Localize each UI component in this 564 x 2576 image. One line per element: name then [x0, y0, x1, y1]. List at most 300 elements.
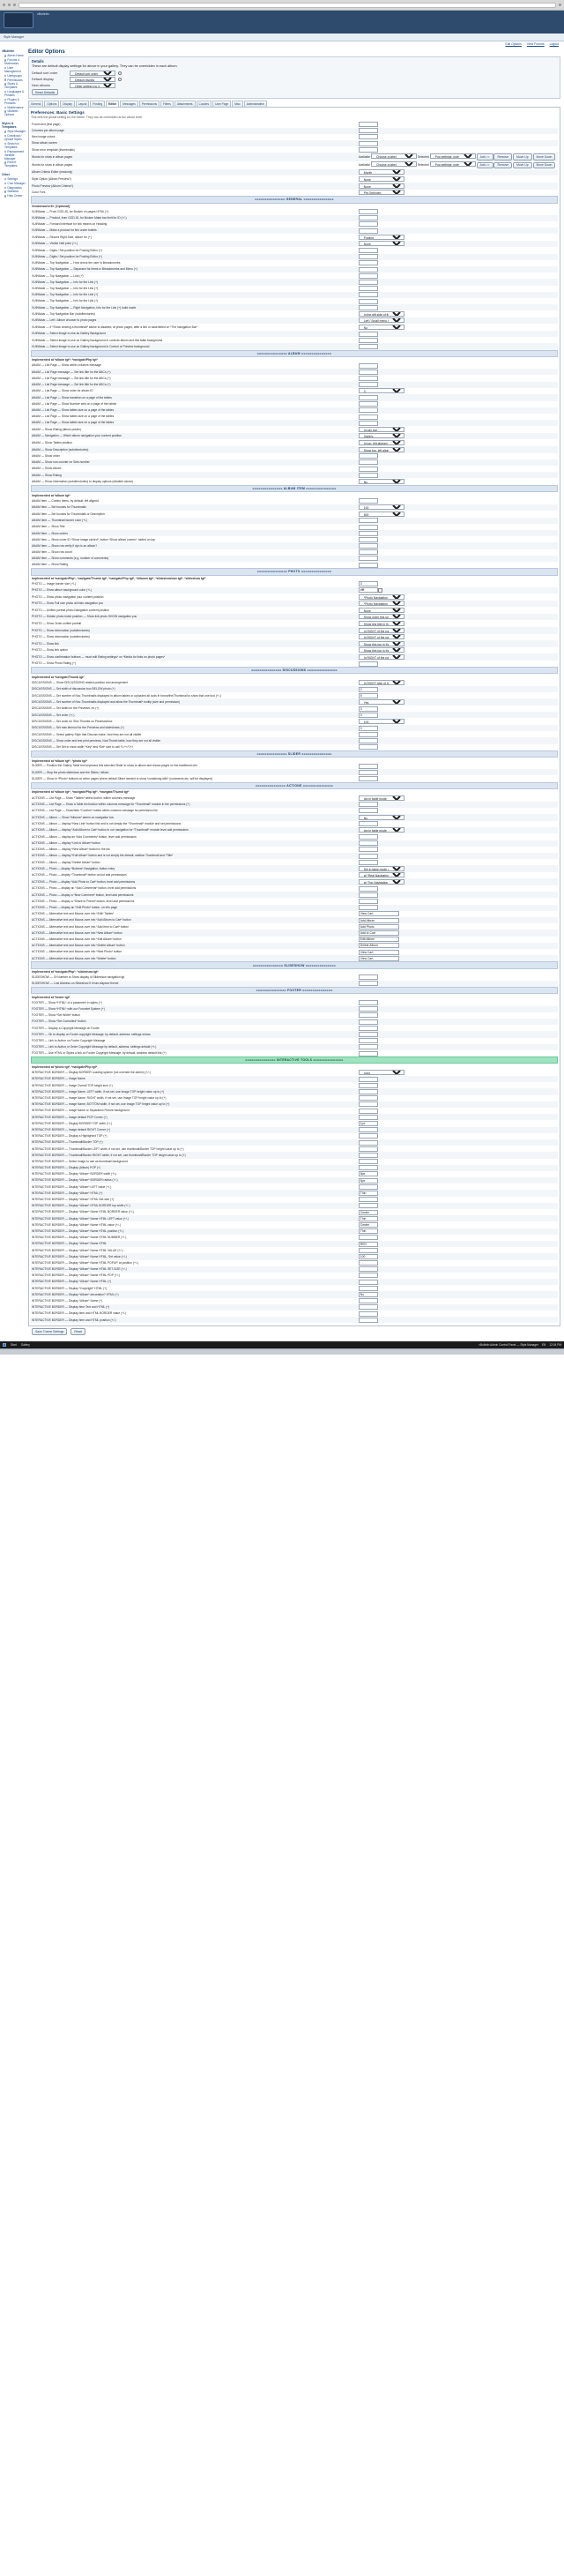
- tab-user-page[interactable]: User Page: [212, 101, 231, 107]
- setting-input[interactable]: [359, 221, 378, 227]
- setting-input[interactable]: [359, 738, 378, 743]
- setting-select[interactable]: [359, 680, 404, 685]
- setting-label: VUINfobar — Top Navigation — How check the user in Breadcrumbs: [32, 261, 121, 265]
- setting-input[interactable]: [359, 459, 378, 465]
- setting-label: VUINfobar — Left / Album chooser to photo pages: [31, 317, 358, 325]
- setting-input[interactable]: [359, 1273, 378, 1278]
- setting-row: [31, 898, 558, 904]
- tab-permissions[interactable]: Permissions: [139, 101, 160, 107]
- setting-input[interactable]: [359, 209, 378, 214]
- util-link-1[interactable]: View Forums: [526, 42, 545, 46]
- setting-input[interactable]: [359, 950, 399, 955]
- setting-input[interactable]: [359, 467, 378, 472]
- url-input[interactable]: [19, 3, 556, 8]
- setting-select[interactable]: [359, 815, 404, 820]
- setting-select[interactable]: [359, 511, 404, 517]
- tab-options[interactable]: Options: [44, 101, 59, 107]
- tab-cookies[interactable]: Cookies: [197, 101, 212, 107]
- dual-list-button[interactable]: Move Down: [533, 162, 556, 169]
- setting-input[interactable]: [359, 930, 399, 936]
- setting-input[interactable]: [359, 687, 378, 692]
- sidebar-item-help-center[interactable]: [2, 194, 26, 198]
- setting-input[interactable]: [359, 1260, 378, 1266]
- color-swatch[interactable]: [378, 588, 382, 593]
- setting-row: [31, 254, 558, 260]
- dual-list-button[interactable]: Move Up: [513, 162, 532, 169]
- setting-input[interactable]: [359, 1165, 378, 1170]
- sidebar-item-style-manager[interactable]: [2, 130, 26, 134]
- setting-value-cell: [358, 1241, 558, 1247]
- setting-select[interactable]: [359, 235, 404, 240]
- setting-input[interactable]: [359, 1019, 378, 1025]
- setting-input[interactable]: [359, 802, 378, 807]
- sidebar-item-user-management[interactable]: [2, 66, 26, 74]
- setting-label: Photo Preview (Album Criteria?): [31, 183, 358, 190]
- setting-value-cell: [358, 260, 558, 266]
- tab-attachments[interactable]: Attachments: [174, 101, 196, 107]
- reset-defaults-button[interactable]: Reset Defaults: [32, 89, 58, 95]
- default-sort-order-select[interactable]: [70, 71, 115, 76]
- setting-input[interactable]: [359, 1210, 378, 1215]
- setting-row: [31, 1076, 558, 1082]
- setting-input[interactable]: [359, 556, 378, 561]
- tab-filters[interactable]: Filters: [160, 101, 174, 107]
- setting-label: ACTIONS — Album — display *Add Album to Cart* button in our navigation for *Thumbnail* module level add permissions: [31, 827, 358, 834]
- setting-select[interactable]: [359, 169, 404, 175]
- setting-input[interactable]: [359, 770, 378, 775]
- taskbar-item-1[interactable]: Gallery: [20, 1342, 30, 1347]
- setting-input[interactable]: [359, 1171, 378, 1176]
- setting-input[interactable]: [359, 1292, 378, 1297]
- setting-input[interactable]: [359, 943, 399, 948]
- sidebar-item-replacement-variable-manager[interactable]: [2, 149, 26, 161]
- setting-value-cell: [358, 1076, 558, 1082]
- sidebar-item-diagnostics[interactable]: [2, 185, 26, 190]
- setting-select[interactable]: [359, 719, 404, 724]
- setting-input[interactable]: [359, 332, 378, 337]
- setting-input[interactable]: [359, 421, 378, 426]
- setting-input[interactable]: [359, 1178, 378, 1183]
- setting-row: [31, 542, 558, 549]
- setting-select[interactable]: [359, 872, 404, 877]
- setting-select[interactable]: [359, 634, 404, 639]
- setting-input[interactable]: [359, 706, 378, 712]
- setting-input[interactable]: [359, 1298, 378, 1303]
- setting-row: [31, 692, 558, 698]
- start-icon[interactable]: [3, 1343, 6, 1347]
- setting-row: [31, 504, 558, 511]
- setting-select[interactable]: [359, 183, 404, 189]
- setting-input[interactable]: [359, 1133, 378, 1139]
- setting-input[interactable]: [359, 776, 378, 781]
- setting-select[interactable]: [359, 699, 404, 705]
- setting-input[interactable]: [359, 1051, 378, 1057]
- sidebar-item-plugins-products[interactable]: [2, 97, 26, 105]
- setting-label: AlbUM Item — Set bounds for Thumbnails or Description: [32, 511, 105, 516]
- settings-panel: [28, 107, 560, 1326]
- setting-row: [31, 1127, 558, 1133]
- setting-input[interactable]: [359, 587, 378, 593]
- setting-input[interactable]: [359, 518, 378, 523]
- setting-input[interactable]: [359, 1153, 378, 1158]
- setting-input[interactable]: [359, 134, 378, 139]
- sidebar-item-download-upload-styles[interactable]: [2, 134, 26, 142]
- setting-value-cell: [358, 1025, 558, 1031]
- setting-select[interactable]: [359, 601, 404, 606]
- setting-row: [31, 221, 558, 228]
- setting-input[interactable]: [359, 273, 378, 279]
- setting-input[interactable]: [359, 1146, 378, 1152]
- setting-row: [31, 382, 558, 388]
- setting-select[interactable]: [359, 795, 404, 801]
- available-list[interactable]: [371, 161, 417, 167]
- sidebar-item-forums-moderators[interactable]: [2, 58, 26, 66]
- setting-input[interactable]: [359, 1140, 378, 1146]
- setting-input[interactable]: [359, 1127, 378, 1132]
- setting-label: Style Option (Album Preview?): [32, 176, 71, 181]
- setting-input[interactable]: [359, 141, 378, 146]
- setting-input[interactable]: [359, 937, 399, 942]
- setting-input[interactable]: [359, 1000, 378, 1005]
- setting-label: INTERACTIVE BORDER — Display (Album) POP (+): [31, 1165, 358, 1171]
- setting-select[interactable]: [359, 433, 404, 438]
- setting-input[interactable]: [359, 1006, 378, 1012]
- group-section-label: Implemented at *album tgt*, *navigate/Php tgt*, *navigate/Thumb tgt*: [32, 790, 130, 795]
- setting-input[interactable]: [359, 370, 378, 375]
- setting-input[interactable]: [359, 1095, 378, 1101]
- setting-input[interactable]: [359, 1311, 378, 1317]
- tab-misc[interactable]: Misc: [232, 101, 243, 107]
- setting-input[interactable]: [359, 122, 378, 127]
- tab-display[interactable]: Display: [60, 101, 74, 107]
- sidebar-item-vbulletin-options[interactable]: [2, 109, 26, 117]
- setting-label: INTERACTIVE BORDER — Select Image to use as thumbnail background: [32, 1159, 128, 1163]
- setting-input[interactable]: [359, 254, 378, 259]
- setting-input[interactable]: [359, 1197, 378, 1202]
- new-albums-select[interactable]: [70, 83, 115, 88]
- setting-select[interactable]: [359, 311, 404, 317]
- setting-input[interactable]: [359, 1248, 378, 1253]
- group-banner-discussions: =============== DISCUSSIONS ===============: [31, 667, 558, 674]
- setting-select[interactable]: [359, 827, 404, 833]
- setting-input[interactable]: [359, 764, 378, 769]
- setting-input[interactable]: [359, 1159, 378, 1164]
- setting-input[interactable]: [359, 1077, 378, 1082]
- tab-layout[interactable]: Layout: [76, 101, 90, 107]
- setting-input[interactable]: [359, 1115, 378, 1120]
- dual-list-button[interactable]: Remove: [494, 162, 512, 169]
- setting-input[interactable]: [359, 886, 378, 892]
- setting-input[interactable]: [359, 924, 399, 930]
- setting-value-cell: [358, 426, 558, 433]
- save-theme-settings-button[interactable]: Save Theme Settings: [32, 1328, 67, 1334]
- setting-input[interactable]: [359, 344, 378, 349]
- setting-input[interactable]: [359, 338, 378, 343]
- setting-input[interactable]: [359, 847, 378, 852]
- setting-label: INTERACTIVE BORDER — Display BORDER TOP width (+/-): [32, 1121, 112, 1125]
- setting-input[interactable]: [359, 1038, 378, 1043]
- setting-select[interactable]: [359, 388, 404, 393]
- dual-list-button[interactable]: Add >>: [477, 162, 494, 169]
- setting-input[interactable]: [359, 981, 378, 986]
- setting-value-cell: [358, 865, 558, 872]
- sidebar-item-styles-templates[interactable]: [2, 82, 26, 90]
- setting-input[interactable]: [359, 1304, 378, 1310]
- setting-select[interactable]: [359, 641, 404, 646]
- setting-input[interactable]: [359, 382, 378, 387]
- setting-value-cell: [358, 981, 558, 987]
- setting-select[interactable]: [359, 317, 404, 323]
- sidebar-item-permissions[interactable]: [2, 78, 26, 82]
- setting-select[interactable]: [359, 879, 404, 885]
- setting-input[interactable]: [359, 1089, 378, 1094]
- setting-input[interactable]: [359, 1109, 378, 1114]
- taskbar-lang[interactable]: EN: [541, 1342, 546, 1347]
- setting-select[interactable]: [359, 628, 404, 633]
- available-list[interactable]: [371, 153, 417, 159]
- setting-label: Show album screen: [31, 140, 358, 146]
- setting-input[interactable]: [359, 661, 378, 667]
- group-section-label: Implemented at *footer tgt*: [32, 995, 70, 999]
- tab-editor[interactable]: Editor: [106, 101, 119, 107]
- setting-input[interactable]: [359, 531, 378, 536]
- setting-input[interactable]: [359, 834, 378, 840]
- setting-input[interactable]: [359, 808, 378, 813]
- setting-row: [31, 304, 558, 310]
- setting-select[interactable]: [359, 479, 404, 484]
- setting-input[interactable]: [359, 905, 378, 910]
- setting-input[interactable]: [359, 395, 378, 400]
- browser-back-icon[interactable]: [3, 4, 5, 6]
- selected-list[interactable]: [430, 161, 476, 167]
- reset-button[interactable]: Reset: [70, 1328, 85, 1334]
- setting-label: VUINfobar — If *Show viewing a thumbnail* above is disabled, at photo pages, after a link or assembled on *The Navigation Bar*: [32, 325, 198, 330]
- setting-input[interactable]: [359, 1184, 378, 1190]
- setting-input[interactable]: [359, 498, 378, 504]
- setting-value-cell: [358, 536, 558, 542]
- setting-select[interactable]: [359, 1070, 404, 1075]
- sidebar-item-revert-templates[interactable]: [2, 161, 26, 168]
- setting-input[interactable]: [359, 713, 378, 718]
- setting-input[interactable]: [359, 128, 378, 133]
- setting-input[interactable]: [359, 292, 378, 297]
- setting-input[interactable]: [359, 286, 378, 291]
- setting-input[interactable]: [359, 267, 378, 273]
- setting-value-cell: [358, 1006, 558, 1012]
- selected-list[interactable]: [430, 153, 476, 159]
- setting-value-cell: [358, 279, 558, 285]
- setting-input[interactable]: [359, 1222, 378, 1228]
- setting-row: [31, 292, 558, 298]
- setting-select[interactable]: [359, 654, 404, 660]
- setting-input[interactable]: [359, 376, 378, 381]
- setting-input[interactable]: [359, 1280, 378, 1285]
- browser-reload-icon[interactable]: [13, 4, 16, 6]
- setting-select[interactable]: [359, 647, 404, 653]
- setting-input[interactable]: [359, 821, 378, 826]
- setting-input[interactable]: [359, 732, 378, 737]
- setting-input[interactable]: [359, 1266, 378, 1272]
- sidebar-item-maintenance[interactable]: [2, 105, 26, 109]
- setting-row: [31, 459, 558, 466]
- setting-value-cell: [358, 1127, 558, 1133]
- setting-value-cell: [358, 731, 558, 737]
- setting-input[interactable]: [359, 1286, 378, 1291]
- tab-posting[interactable]: Posting: [90, 101, 105, 107]
- default-display-select[interactable]: [70, 77, 115, 82]
- setting-input[interactable]: [359, 549, 378, 555]
- setting-input[interactable]: [359, 1083, 378, 1088]
- setting-row: [31, 310, 558, 317]
- tab-general[interactable]: General: [28, 101, 43, 107]
- tab-messages[interactable]: Messages: [120, 101, 138, 107]
- setting-select[interactable]: [359, 190, 404, 195]
- setting-input[interactable]: [359, 899, 378, 904]
- setting-input[interactable]: [359, 563, 378, 568]
- setting-value-cell: [358, 955, 558, 961]
- browser-menu-icon[interactable]: [559, 4, 561, 6]
- setting-input[interactable]: [359, 1101, 378, 1107]
- setting-input[interactable]: [359, 299, 378, 304]
- setting-value-cell: [358, 718, 558, 725]
- setting-select[interactable]: [359, 325, 404, 330]
- setting-input[interactable]: [359, 543, 378, 549]
- setting-label: VUINfobar — Digits / Set position for Posting Editor (+): [32, 248, 102, 252]
- setting-input[interactable]: [359, 956, 399, 961]
- setting-select[interactable]: [359, 427, 404, 432]
- setting-input[interactable]: [359, 1254, 378, 1259]
- taskbar-item-0[interactable]: Start: [11, 1342, 17, 1347]
- setting-label: SLIDESHOW — Of Number to Show display of Slideshow navigation tgt: [32, 975, 125, 980]
- setting-input[interactable]: [359, 1026, 378, 1031]
- setting-input[interactable]: [359, 1318, 378, 1323]
- setting-input[interactable]: [359, 537, 378, 542]
- setting-value-cell: [358, 388, 558, 395]
- setting-input[interactable]: [359, 974, 378, 980]
- setting-row: [31, 1031, 558, 1037]
- setting-select[interactable]: [359, 614, 404, 619]
- setting-select[interactable]: [359, 866, 404, 871]
- setting-input[interactable]: [359, 1203, 378, 1208]
- setting-input[interactable]: [359, 1228, 378, 1234]
- setting-input[interactable]: [359, 363, 378, 369]
- dual-list-button[interactable]: Move Up: [513, 153, 532, 161]
- setting-input[interactable]: [359, 280, 378, 285]
- setting-input[interactable]: [359, 693, 378, 698]
- setting-value-cell: [358, 1050, 558, 1057]
- setting-value-cell: [358, 298, 558, 304]
- setting-input[interactable]: [359, 248, 378, 253]
- setting-label: FOOTER — Link to Author on Footer Copyright Message: [32, 1038, 106, 1042]
- setting-input[interactable]: [359, 1032, 378, 1037]
- dual-list-button[interactable]: Remove: [494, 153, 512, 161]
- setting-input[interactable]: [359, 581, 378, 586]
- setting-label: FOOTER — Show *HTML* of a parameter in styles (+): [32, 1000, 102, 1004]
- setting-input[interactable]: [359, 1191, 378, 1196]
- setting-label: AlbUM Item — Show cover ID *Show image circled*, button *Show album covers*, tabled on top: [32, 537, 156, 541]
- setting-input[interactable]: [359, 1216, 378, 1221]
- details-row-1-checkbox[interactable]: [118, 78, 122, 81]
- util-link-0[interactable]: Edit Options: [505, 42, 522, 46]
- sidebar-item-usergroups[interactable]: [2, 73, 26, 78]
- setting-input[interactable]: [359, 1242, 378, 1247]
- setting-value-cell: [358, 712, 558, 718]
- sidebar-item-search-in-templates[interactable]: [2, 141, 26, 149]
- setting-select[interactable]: [359, 447, 404, 452]
- details-row-0-checkbox[interactable]: [118, 71, 122, 75]
- setting-select[interactable]: [359, 241, 404, 246]
- setting-value-cell: [358, 1038, 558, 1044]
- setting-input[interactable]: [359, 840, 378, 846]
- setting-input[interactable]: [359, 1012, 378, 1018]
- setting-value-cell: [358, 1159, 558, 1165]
- setting-row: [31, 1038, 558, 1044]
- setting-input[interactable]: [359, 305, 378, 310]
- setting-select[interactable]: [359, 504, 404, 510]
- setting-input[interactable]: [359, 407, 378, 413]
- setting-input[interactable]: [359, 401, 378, 407]
- setting-select[interactable]: [359, 621, 404, 626]
- dual-list-button[interactable]: Move Down: [533, 153, 556, 161]
- setting-select[interactable]: [359, 176, 404, 182]
- setting-input[interactable]: [359, 911, 399, 916]
- setting-input[interactable]: [359, 228, 378, 234]
- dual-list-button[interactable]: Add >>: [477, 153, 494, 161]
- setting-input[interactable]: [359, 260, 378, 265]
- sidebar-item-cron-manager[interactable]: [2, 182, 26, 186]
- tab-administrative[interactable]: Administrative: [244, 101, 267, 107]
- setting-row: [31, 536, 558, 542]
- setting-input[interactable]: [359, 525, 378, 530]
- setting-input[interactable]: [359, 147, 378, 153]
- setting-input[interactable]: [359, 473, 378, 478]
- setting-label: AlbUM Item — Show Title: [32, 525, 65, 529]
- setting-select[interactable]: [359, 608, 404, 613]
- setting-input[interactable]: [359, 1235, 378, 1240]
- setting-input[interactable]: [359, 215, 378, 220]
- setting-value-cell: [358, 292, 558, 298]
- setting-value-cell: [358, 833, 558, 840]
- setting-select[interactable]: [359, 440, 404, 445]
- group-banner-photo: =============== PHOTO ===============: [31, 568, 558, 575]
- setting-value-cell: [358, 497, 558, 504]
- setting-input[interactable]: [359, 1121, 378, 1126]
- util-link-2[interactable]: Logout: [549, 42, 559, 46]
- setting-input[interactable]: [359, 453, 378, 459]
- setting-row: [31, 1190, 558, 1196]
- sidebar-item-admin-home[interactable]: [2, 54, 26, 58]
- setting-input[interactable]: [359, 860, 378, 865]
- setting-label: INTERACTIVE BORDER — Image default POP Corner (+): [31, 1114, 358, 1120]
- sidebar-item-languages-phrases[interactable]: [2, 90, 26, 98]
- setting-input[interactable]: [359, 726, 378, 731]
- group-section-label: Implemented at *album tgt*: *navigate/Php tgt*: [32, 358, 98, 362]
- setting-input[interactable]: [359, 1044, 378, 1049]
- setting-label: AlbUM — Show Rating (album poster): [32, 427, 81, 431]
- setting-input[interactable]: [359, 414, 378, 420]
- setting-input[interactable]: [359, 918, 399, 923]
- setting-row: [31, 847, 558, 853]
- setting-input[interactable]: [359, 854, 378, 859]
- setting-row: [31, 407, 558, 414]
- setting-input[interactable]: [359, 744, 378, 750]
- setting-label: INTERACTIVE BORDER — Thumbnail/Border RIGHT width, if not set, use thumbnail/Border TOP height value up to (+): [31, 1152, 358, 1158]
- setting-row: [31, 1298, 558, 1304]
- setting-select[interactable]: [359, 594, 404, 600]
- setting-input[interactable]: [359, 892, 378, 898]
- group-settings-table: [31, 208, 558, 349]
- browser-forward-icon[interactable]: [8, 4, 11, 6]
